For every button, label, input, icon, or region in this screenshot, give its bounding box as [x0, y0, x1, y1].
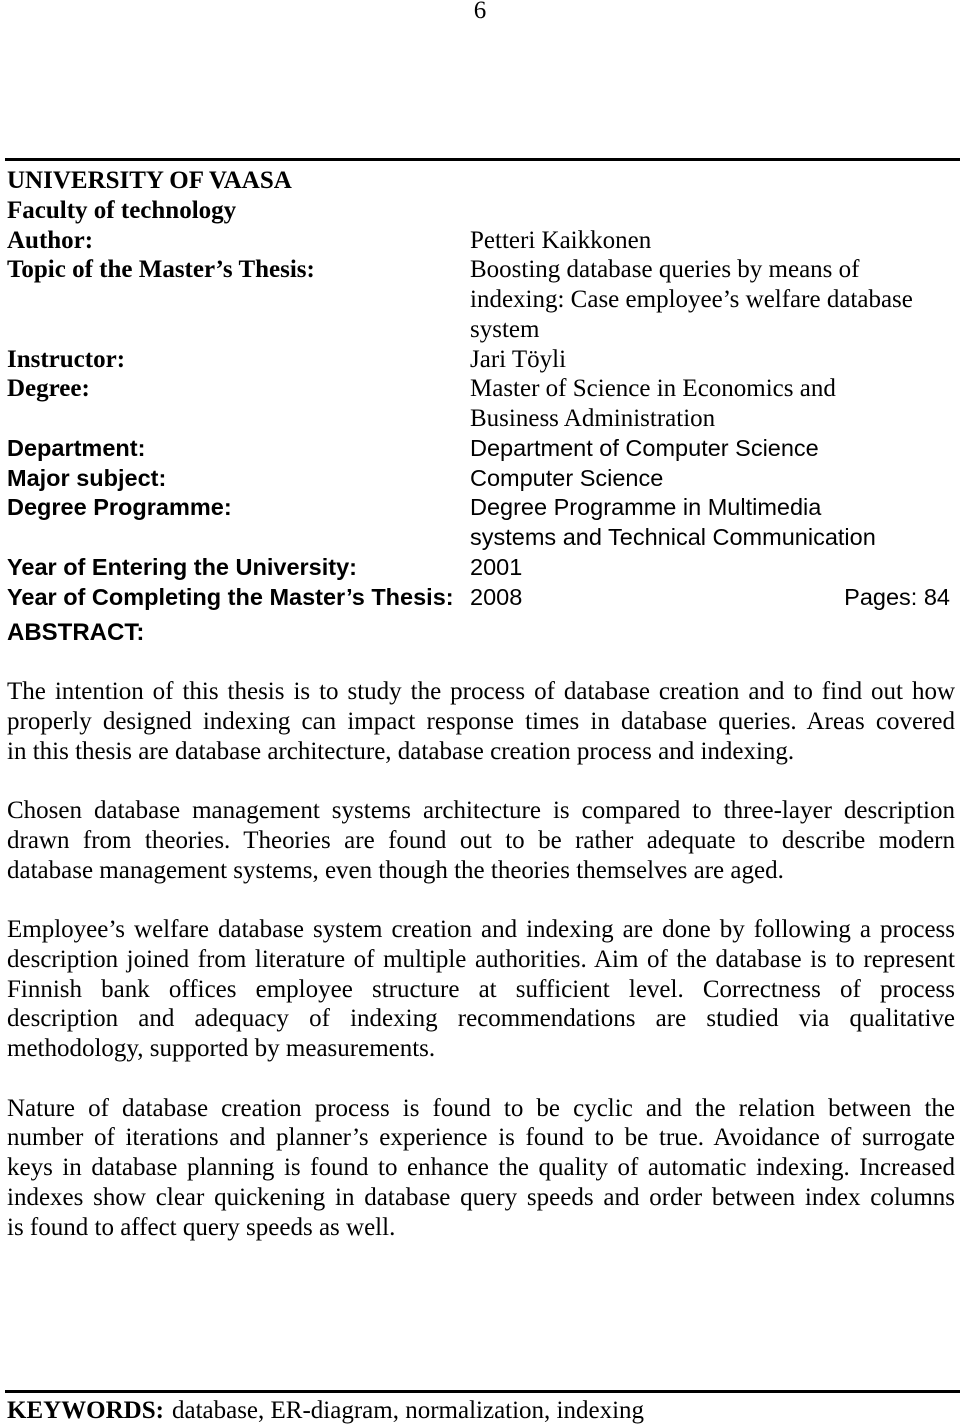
major-subject-value: Computer Science	[470, 464, 664, 491]
page-count: Pages: 84	[844, 583, 950, 610]
abstract-line: number of iterations and planner’s experience is found to be true. Avoidance of surrogate	[7, 1124, 955, 1152]
degree-row	[7, 374, 955, 404]
author-value: Petteri Kaikkonen	[470, 226, 652, 254]
abstract-line: keys in database planning is found to enhance the quality of automatic indexing. Increased	[7, 1154, 955, 1181]
degree-programme-value-line: systems and Technical Communication	[470, 524, 876, 550]
abstract-line: properly designed indexing can impact response times in database queries. Areas covered	[7, 707, 955, 735]
faculty-name: Faculty of technology	[7, 196, 237, 224]
department-label: Department:	[7, 434, 146, 461]
year-entering-row	[7, 553, 955, 583]
abstract-line: description joined from literature of multiple authorities. Aim of the database is to represent	[7, 945, 955, 973]
major-subject-label: Major subject:	[7, 464, 167, 491]
bottom-divider	[5, 1390, 960, 1393]
abstract-line: Chosen database management systems architecture is compared to three-layer description	[7, 797, 955, 824]
abstract-line: description and adequacy of indexing recommendations are studied via qualitative	[7, 1005, 955, 1033]
year-entering-value: 2001	[470, 553, 523, 580]
abstract-line: drawn from theories. Theories are found out to be rather adequate to describe modern	[7, 826, 955, 854]
degree-programme-row	[7, 493, 955, 523]
major-subject-row	[7, 464, 955, 494]
topic-row-continued	[7, 285, 955, 315]
abstract-paragraph	[7, 796, 955, 885]
year-completing-value: 2008	[470, 583, 523, 610]
year-entering-label: Year of Entering the University:	[7, 553, 357, 580]
topic-value-line: indexing: Case employee’s welfare database	[470, 286, 913, 313]
abstract-heading: ABSTRACT:	[7, 619, 145, 646]
department-value: Department of Computer Science	[470, 434, 819, 461]
abstract-paragraph	[7, 915, 955, 1064]
author-label: Author:	[7, 226, 94, 254]
topic-row-continued	[7, 315, 955, 345]
abstract-line: in this thesis are database architecture, database creation process and indexing.	[7, 737, 795, 765]
degree-value-line: Master of Science in Economics and	[470, 375, 836, 403]
year-completing-row	[7, 583, 955, 613]
abstract-line: indexes show clear quickening in database query speeds and order between index columns	[7, 1183, 955, 1211]
instructor-value: Jari Töyli	[470, 345, 567, 373]
abstract-line: Finnish bank offices employee structure at sufficient level. Correctness of process	[7, 975, 955, 1003]
abstract-line: Employee’s welfare database system creation and indexing are done by following a process	[7, 916, 955, 943]
degree-programme-row-continued	[7, 523, 955, 553]
degree-value-line: Business Administration	[470, 405, 716, 432]
abstract-line: The intention of this thesis is to study the process of database creation and to find out how	[7, 678, 955, 705]
topic-value-line: system	[470, 315, 540, 343]
abstract-body	[7, 677, 955, 1272]
abstract-line: database management systems, even though the theories themselves are aged.	[7, 856, 784, 884]
degree-label: Degree:	[7, 375, 90, 403]
author-row	[7, 226, 955, 256]
abstract-paragraph	[7, 1094, 955, 1243]
department-row	[7, 434, 955, 464]
top-divider	[5, 158, 960, 161]
keywords-line	[7, 1396, 644, 1426]
degree-programme-label: Degree Programme:	[7, 494, 232, 521]
degree-programme-value-line: Degree Programme in Multimedia	[470, 494, 822, 521]
university-name: UNIVERSITY OF VAASA	[7, 167, 292, 194]
instructor-row	[7, 345, 955, 375]
year-completing-label: Year of Completing the Master’s Thesis:	[7, 583, 454, 610]
faculty-row	[7, 196, 955, 226]
topic-row	[7, 255, 955, 285]
university-row	[7, 166, 955, 196]
degree-row-continued	[7, 404, 955, 434]
abstract-line: is found to affect query speeds as well.	[7, 1213, 396, 1241]
topic-label: Topic of the Master’s Thesis:	[7, 256, 315, 284]
keywords-label: KEYWORDS:	[7, 1397, 164, 1424]
abstract-line: Nature of database creation process is found to be cyclic and the relation between the	[7, 1094, 955, 1122]
abstract-paragraph	[7, 677, 955, 766]
topic-value-line: Boosting database queries by means of	[470, 256, 860, 284]
page-number: 6	[473, 0, 487, 24]
keywords-value: database, ER-diagram, normalization, indexing	[171, 1397, 645, 1424]
thesis-info-block	[7, 166, 955, 612]
instructor-label: Instructor:	[7, 345, 126, 373]
abstract-line: methodology, supported by measurements.	[7, 1035, 436, 1062]
